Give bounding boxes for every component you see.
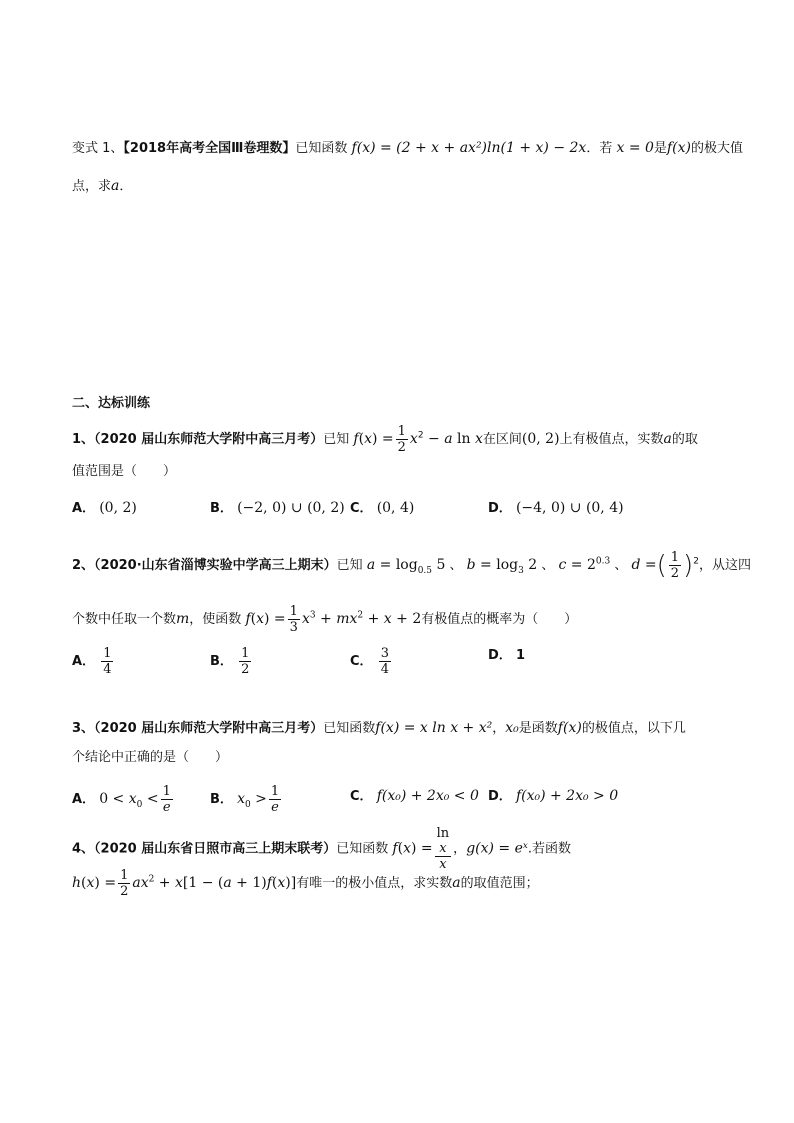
q1-function: f	[353, 431, 359, 447]
q3-fx: f(x)	[557, 720, 582, 736]
variant-cond-pre: ．若	[586, 141, 613, 156]
q4-function-h: h(x) =	[72, 875, 117, 891]
q2-text1: 已知	[336, 558, 363, 573]
q1-option-a[interactable]: A． (0, 2)	[72, 500, 137, 516]
q2-text-end: ，从这四	[698, 558, 751, 573]
section-title: 二、达标训练	[72, 396, 151, 411]
q3-function: f(x) = x ln x + x²	[375, 720, 493, 736]
q1-text3: 上有极值点，实数	[559, 432, 664, 447]
q3-text3: 是函数	[518, 721, 558, 736]
q1-var-a: a	[663, 431, 672, 447]
q4-source: （2020 届山东省日照市高三上期末联考）	[94, 841, 337, 857]
q2-values: $a = \log_{0.5} 5$	[366, 557, 446, 576]
variant-source: 【2018年高考全国Ⅲ卷理数】	[123, 141, 296, 156]
variant-label: 变式 1、	[72, 141, 124, 156]
q3-option-c[interactable]: C． f(x₀) + 2x₀ < 0	[350, 788, 479, 804]
variant-line-1	[72, 138, 743, 159]
q1-fraction: $\frac{1}{2}$	[397, 424, 406, 455]
q2-option-b[interactable]: B． $\frac{1}{2}$	[210, 646, 250, 677]
q3-text4: 的极值点，以下几	[581, 721, 686, 736]
q4-line2-c: 的取值范围；	[460, 876, 539, 891]
q1-option-d[interactable]: D． (−4, 0) ∪ (0, 4)	[488, 500, 624, 516]
q1-text2: 在区间	[482, 432, 522, 447]
variant-function: f(x) = (2 + x + ax²)ln(1 + x) − 2x	[351, 140, 587, 156]
q2-line-1: 2、（2020·山东省淄博实验中学高三上期末）已知 $a = \log_{0.5} 5$ 、 $b = \log_3 2$ 、 $c = 2^{0.3}$ 、 d =( $\frac{1}{2}$ )$^2$，从这四	[72, 550, 751, 581]
q3-text1: 已知函数	[323, 721, 376, 736]
q2-var-m: m	[176, 611, 190, 627]
q1-source: （2020 届山东师范大学附中高三月考）	[94, 432, 324, 447]
q4-text2: ，	[453, 841, 467, 857]
q1-line-1: 1、（2020 届山东师范大学附中高三月考）已知 f(x) = $\frac{1}{2}$ $x^2 - a$ ln x在区间(0, 2)上有极值点，实数a的取	[72, 424, 698, 455]
q4-text1: 已知函数	[336, 841, 389, 857]
q2-function: f(x) =	[245, 611, 286, 627]
q2-line2-b: ，使函数	[189, 612, 242, 627]
variant-cond-mid: 是	[653, 141, 667, 156]
q4-text3: .若函数	[527, 841, 571, 857]
q3-option-d[interactable]: D． f(x₀) + 2x₀ > 0	[488, 788, 619, 804]
q2-line2-c: 有极值点的概率为（ ）	[421, 612, 578, 627]
q1-option-b[interactable]: B． (−2, 0) ∪ (0, 2)	[210, 500, 345, 516]
q4-var-a: a	[452, 875, 461, 891]
q2-source: （2020·山东省淄博实验中学高三上期末）	[94, 558, 337, 573]
variant-line2-text: 点，求	[72, 179, 112, 194]
q3-line-1	[72, 718, 686, 739]
q4-function-f: f(x) =	[392, 840, 433, 857]
variant-fx: f(x)	[666, 140, 691, 156]
variant-cond-post: 的极大值	[690, 141, 743, 156]
variant-intro: 已知函数	[295, 141, 348, 156]
q2-option-a[interactable]: A． $\frac{1}{4}$	[72, 646, 112, 677]
q2-number: 2、	[72, 558, 95, 573]
q3-option-a[interactable]: A． $0 < x_0$ < $\frac{1}{e}$	[72, 784, 171, 815]
variant-var-a: a	[111, 178, 120, 194]
variant-end: ．	[119, 179, 133, 194]
q3-source: （2020 届山东师范大学附中高三月考）	[94, 721, 324, 736]
q1-option-c[interactable]: C． (0, 4)	[350, 500, 415, 516]
q3-number: 3、	[72, 721, 95, 736]
q1-line-2: 值范围是（ ）	[72, 464, 177, 479]
q4-line-1: 4、（2020 届山东省日照市高三上期末联考）已知函数 f(x) = ln x x ，g(x) = eˣ.若函数	[72, 826, 571, 872]
q2-line2-a: 个数中任取一个数	[72, 612, 177, 627]
q4-line-2: h(x) = $\frac{1}{2}$ $ax^2 + x[1 - (a + 1)f(x)]$有唯一的极小值点，求实数a的取值范围；	[72, 868, 539, 899]
q1-text4: 的取	[671, 432, 698, 447]
q2-option-d[interactable]: D． 1	[488, 648, 525, 663]
q2-line-2: 个数中任取一个数m，使函数 f(x) = $\frac{1}{3}$ $x^3 + mx^2 + x + 2$有极值点的概率为（ ）	[72, 604, 578, 635]
q1-number: 1、	[72, 432, 95, 447]
variant-condition: x = 0	[616, 140, 654, 156]
variant-line-2	[72, 176, 132, 197]
q3-option-b[interactable]: B． $x_0$ > $\frac{1}{e}$	[210, 784, 280, 815]
q4-number: 4、	[72, 841, 95, 857]
q1-text1: 已知	[323, 432, 350, 447]
q4-line2-b: 有唯一的极小值点，求实数	[296, 876, 453, 891]
q4-function-g: g(x) = eˣ	[466, 840, 528, 857]
q1-interval: (0, 2)	[521, 431, 560, 447]
q3-line-2: 个结论中正确的是（ ）	[72, 750, 229, 765]
q3-x0: x₀	[505, 720, 519, 736]
q3-text2: ，	[492, 721, 506, 736]
q2-option-c[interactable]: C． $\frac{3}{4}$	[350, 646, 389, 677]
